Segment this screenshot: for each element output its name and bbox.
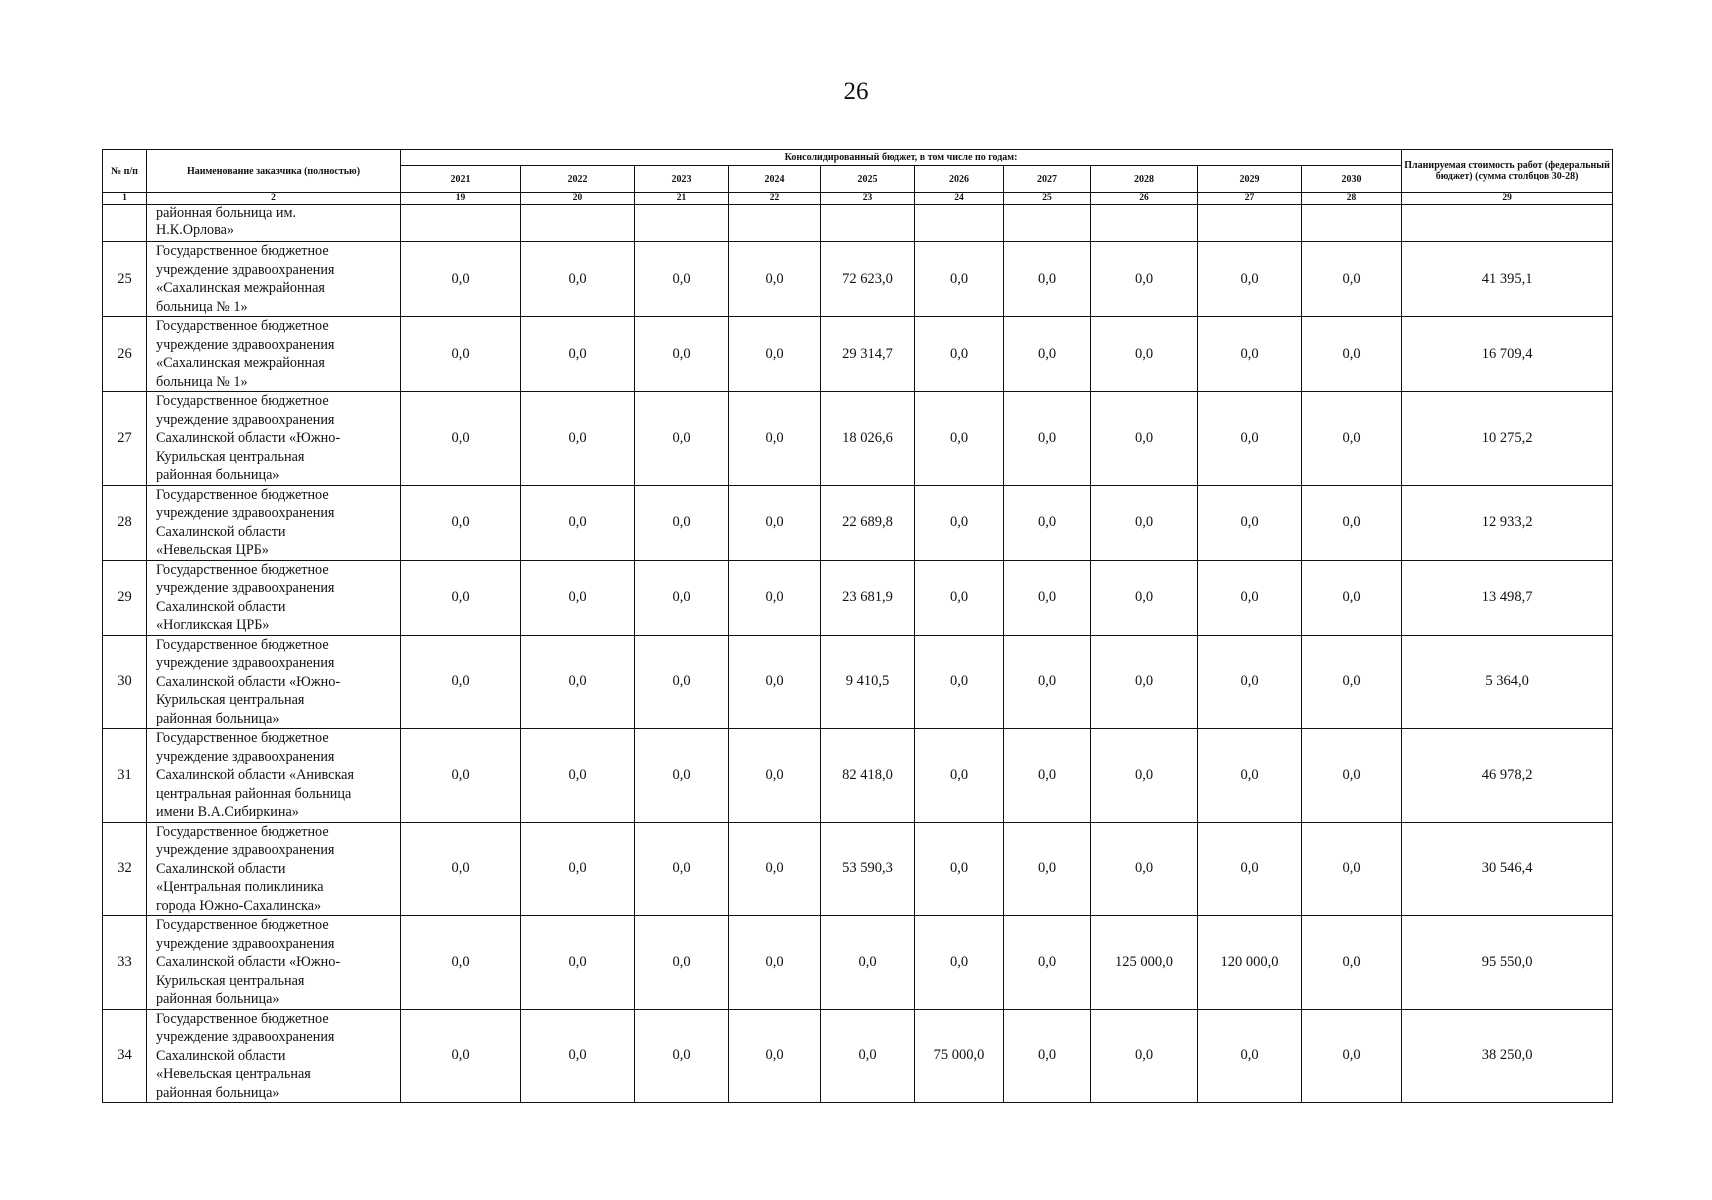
row-number: 25 bbox=[103, 242, 147, 317]
budget-value-2024: 0,0 bbox=[729, 560, 821, 635]
budget-value-2023: 0,0 bbox=[635, 392, 729, 486]
planned-cost: 95 550,0 bbox=[1402, 916, 1613, 1010]
budget-value-2029: 120 000,0 bbox=[1198, 916, 1302, 1010]
table-body bbox=[103, 205, 1613, 1103]
budget-value-2024: 0,0 bbox=[729, 485, 821, 560]
customer-name-line: Государственное бюджетное bbox=[156, 486, 329, 503]
budget-value-2026: 0,0 bbox=[915, 560, 1004, 635]
budget-value-2022: 0,0 bbox=[521, 242, 635, 317]
table-header bbox=[103, 150, 1613, 205]
budget-value-2023 bbox=[635, 205, 729, 242]
customer-name-line: учреждение здравоохранения bbox=[156, 336, 335, 353]
customer-name-line: Государственное бюджетное bbox=[156, 917, 329, 933]
budget-value-2024: 0,0 bbox=[729, 1009, 821, 1103]
header-num: № п/п bbox=[103, 150, 147, 193]
budget-value-2023: 0,0 bbox=[635, 822, 729, 916]
planned-cost: 13 498,7 bbox=[1402, 560, 1613, 635]
customer-name-line: Государственное бюджетное bbox=[156, 823, 329, 840]
planned-cost bbox=[1402, 205, 1613, 242]
header-year: 2025 bbox=[821, 166, 915, 193]
budget-value-2028: 0,0 bbox=[1091, 317, 1198, 392]
budget-value-2025: 23 681,9 bbox=[821, 560, 915, 635]
budget-value-2028: 0,0 bbox=[1091, 729, 1198, 823]
budget-value-2029: 0,0 bbox=[1198, 317, 1302, 392]
customer-name-line: учреждение здравоохранения bbox=[156, 505, 335, 521]
customer-name-line: Сахалинской области bbox=[156, 523, 286, 540]
table-row bbox=[103, 242, 1613, 317]
customer-name-line: Государственное бюджетное bbox=[156, 730, 329, 746]
header-year: 2022 bbox=[521, 166, 635, 193]
budget-value-2026: 0,0 bbox=[915, 392, 1004, 486]
customer-name-line: «Невельская ЦРБ» bbox=[156, 542, 269, 558]
header-column-index: 24 bbox=[915, 193, 1004, 205]
budget-value-2030 bbox=[1302, 205, 1402, 242]
budget-value-2029: 0,0 bbox=[1198, 729, 1302, 823]
budget-value-2024: 0,0 bbox=[729, 729, 821, 823]
budget-value-2027: 0,0 bbox=[1004, 242, 1091, 317]
budget-value-2029: 0,0 bbox=[1198, 560, 1302, 635]
budget-value-2025: 22 689,8 bbox=[821, 485, 915, 560]
customer-name-line: имени В.А.Сибиркина» bbox=[156, 804, 299, 820]
budget-value-2027: 0,0 bbox=[1004, 635, 1091, 729]
table-row bbox=[103, 485, 1613, 560]
customer-name-line: Н.К.Орлова» bbox=[156, 221, 235, 238]
budget-value-2026: 0,0 bbox=[915, 485, 1004, 560]
customer-name bbox=[147, 635, 401, 729]
table-row bbox=[103, 560, 1613, 635]
budget-value-2030: 0,0 bbox=[1302, 560, 1402, 635]
budget-value-2024: 0,0 bbox=[729, 242, 821, 317]
row-number: 30 bbox=[103, 635, 147, 729]
customer-name-line: Сахалинской области «Южно- bbox=[156, 673, 341, 690]
budget-value-2021: 0,0 bbox=[401, 729, 521, 823]
customer-name-line: учреждение здравоохранения bbox=[156, 1029, 335, 1045]
table-row bbox=[103, 1009, 1613, 1103]
header-column-index: 2 bbox=[147, 193, 401, 205]
budget-value-2023: 0,0 bbox=[635, 242, 729, 317]
budget-value-2022: 0,0 bbox=[521, 635, 635, 729]
customer-name-line: Сахалинской области «Южно- bbox=[156, 430, 341, 446]
row-number: 32 bbox=[103, 822, 147, 916]
customer-name-line: учреждение здравоохранения bbox=[156, 935, 335, 952]
header-year: 2023 bbox=[635, 166, 729, 193]
budget-value-2027: 0,0 bbox=[1004, 822, 1091, 916]
budget-value-2027: 0,0 bbox=[1004, 729, 1091, 823]
planned-cost: 46 978,2 bbox=[1402, 729, 1613, 823]
budget-value-2027: 0,0 bbox=[1004, 392, 1091, 486]
customer-name-line: Сахалинской области bbox=[156, 598, 286, 615]
customer-name-line: «Невельская центральная bbox=[156, 1066, 311, 1082]
budget-value-2025: 9 410,5 bbox=[821, 635, 915, 729]
budget-value-2024 bbox=[729, 205, 821, 242]
customer-name-line: районная больница им. bbox=[156, 205, 297, 221]
customer-name-line: Государственное бюджетное bbox=[156, 243, 329, 259]
header-column-index: 19 bbox=[401, 193, 521, 205]
budget-value-2028: 0,0 bbox=[1091, 242, 1198, 317]
customer-name-line: учреждение здравоохранения bbox=[156, 842, 335, 858]
budget-value-2027: 0,0 bbox=[1004, 485, 1091, 560]
header-year: 2028 bbox=[1091, 166, 1198, 193]
budget-value-2030: 0,0 bbox=[1302, 1009, 1402, 1103]
table-row bbox=[103, 392, 1613, 486]
header-year: 2026 bbox=[915, 166, 1004, 193]
customer-name-line: Курильская центральная bbox=[156, 692, 305, 708]
budget-value-2021: 0,0 bbox=[401, 1009, 521, 1103]
budget-value-2027: 0,0 bbox=[1004, 560, 1091, 635]
header-column-index: 21 bbox=[635, 193, 729, 205]
customer-name-line: районная больница» bbox=[156, 1084, 280, 1101]
table-row bbox=[103, 205, 1613, 242]
budget-value-2025: 0,0 bbox=[821, 1009, 915, 1103]
customer-name-line: «Ногликская ЦРБ» bbox=[156, 617, 270, 633]
customer-name bbox=[147, 916, 401, 1010]
customer-name bbox=[147, 242, 401, 317]
budget-table bbox=[102, 149, 1613, 1103]
budget-value-2024: 0,0 bbox=[729, 317, 821, 392]
header-year: 2021 bbox=[401, 166, 521, 193]
customer-name-line: больница № 1» bbox=[156, 373, 248, 390]
customer-name-line: районная больница» bbox=[156, 991, 280, 1007]
budget-value-2029: 0,0 bbox=[1198, 392, 1302, 486]
budget-value-2028: 0,0 bbox=[1091, 560, 1198, 635]
header-column-index: 28 bbox=[1302, 193, 1402, 205]
budget-value-2022: 0,0 bbox=[521, 729, 635, 823]
budget-value-2029: 0,0 bbox=[1198, 635, 1302, 729]
header-year: 2024 bbox=[729, 166, 821, 193]
budget-value-2030: 0,0 bbox=[1302, 485, 1402, 560]
customer-name-line: Сахалинской области bbox=[156, 1047, 286, 1064]
budget-value-2022: 0,0 bbox=[521, 822, 635, 916]
budget-value-2022: 0,0 bbox=[521, 317, 635, 392]
budget-value-2029: 0,0 bbox=[1198, 822, 1302, 916]
row-number: 26 bbox=[103, 317, 147, 392]
budget-value-2025: 29 314,7 bbox=[821, 317, 915, 392]
customer-name-line: «Сахалинская межрайонная bbox=[156, 280, 325, 296]
customer-name bbox=[147, 317, 401, 392]
budget-value-2024: 0,0 bbox=[729, 916, 821, 1010]
budget-value-2025: 18 026,6 bbox=[821, 392, 915, 486]
table-row bbox=[103, 729, 1613, 823]
customer-name bbox=[147, 485, 401, 560]
table-row bbox=[103, 822, 1613, 916]
customer-name-line: центральная районная больница bbox=[156, 785, 352, 802]
header-column-index: 26 bbox=[1091, 193, 1198, 205]
header-column-index: 20 bbox=[521, 193, 635, 205]
budget-value-2023: 0,0 bbox=[635, 635, 729, 729]
customer-name-line: учреждение здравоохранения bbox=[156, 411, 335, 428]
header-column-index: 22 bbox=[729, 193, 821, 205]
customer-name-line: учреждение здравоохранения bbox=[156, 748, 335, 765]
header-column-index: 27 bbox=[1198, 193, 1302, 205]
customer-name-line: Государственное бюджетное bbox=[156, 318, 329, 334]
header-budget-group: Консолидированный бюджет, в том числе по годам: bbox=[401, 150, 1402, 166]
budget-value-2029: 0,0 bbox=[1198, 1009, 1302, 1103]
budget-value-2028 bbox=[1091, 205, 1198, 242]
planned-cost: 5 364,0 bbox=[1402, 635, 1613, 729]
budget-value-2026: 0,0 bbox=[915, 822, 1004, 916]
customer-name-line: Курильская центральная bbox=[156, 972, 305, 989]
budget-value-2030: 0,0 bbox=[1302, 635, 1402, 729]
planned-cost: 12 933,2 bbox=[1402, 485, 1613, 560]
page-number: 26 bbox=[843, 78, 869, 105]
customer-name-line: Государственное бюджетное bbox=[156, 393, 329, 409]
budget-value-2025: 0,0 bbox=[821, 916, 915, 1010]
budget-value-2026: 0,0 bbox=[915, 242, 1004, 317]
budget-value-2024: 0,0 bbox=[729, 392, 821, 486]
customer-name-line: «Центральная поликлиника bbox=[156, 879, 324, 895]
customer-name-line: районная больница» bbox=[156, 710, 280, 727]
customer-name bbox=[147, 560, 401, 635]
budget-value-2027 bbox=[1004, 205, 1091, 242]
customer-name bbox=[147, 1009, 401, 1103]
header-year: 2027 bbox=[1004, 166, 1091, 193]
header-total: Планируемая стоимость работ (федеральный бюджет) (сумма столбцов 30-28) bbox=[1402, 150, 1613, 193]
budget-value-2021: 0,0 bbox=[401, 822, 521, 916]
customer-name-line: Сахалинской области «Южно- bbox=[156, 954, 341, 970]
budget-value-2023: 0,0 bbox=[635, 729, 729, 823]
budget-value-2030: 0,0 bbox=[1302, 729, 1402, 823]
row-number bbox=[103, 205, 147, 242]
customer-name-line: учреждение здравоохранения bbox=[156, 261, 335, 278]
budget-value-2022: 0,0 bbox=[521, 392, 635, 486]
budget-value-2023: 0,0 bbox=[635, 560, 729, 635]
planned-cost: 38 250,0 bbox=[1402, 1009, 1613, 1103]
header-column-index: 25 bbox=[1004, 193, 1091, 205]
budget-value-2026 bbox=[915, 205, 1004, 242]
customer-name-line: учреждение здравоохранения bbox=[156, 655, 335, 671]
row-number: 28 bbox=[103, 485, 147, 560]
planned-cost: 10 275,2 bbox=[1402, 392, 1613, 486]
budget-value-2029 bbox=[1198, 205, 1302, 242]
budget-value-2028: 0,0 bbox=[1091, 635, 1198, 729]
budget-value-2021: 0,0 bbox=[401, 485, 521, 560]
customer-name-line: «Сахалинская межрайонная bbox=[156, 355, 325, 371]
budget-value-2022: 0,0 bbox=[521, 485, 635, 560]
header-column-index: 1 bbox=[103, 193, 147, 205]
row-number: 34 bbox=[103, 1009, 147, 1103]
planned-cost: 30 546,4 bbox=[1402, 822, 1613, 916]
budget-value-2028: 0,0 bbox=[1091, 392, 1198, 486]
table-row bbox=[103, 916, 1613, 1010]
budget-value-2025 bbox=[821, 205, 915, 242]
budget-value-2022 bbox=[521, 205, 635, 242]
customer-name-line: больница № 1» bbox=[156, 298, 248, 315]
budget-value-2026: 75 000,0 bbox=[915, 1009, 1004, 1103]
budget-value-2021: 0,0 bbox=[401, 317, 521, 392]
budget-value-2027: 0,0 bbox=[1004, 1009, 1091, 1103]
budget-value-2025: 72 623,0 bbox=[821, 242, 915, 317]
budget-value-2022: 0,0 bbox=[521, 1009, 635, 1103]
budget-value-2026: 0,0 bbox=[915, 729, 1004, 823]
customer-name bbox=[147, 205, 401, 242]
budget-value-2022: 0,0 bbox=[521, 560, 635, 635]
budget-value-2028: 0,0 bbox=[1091, 1009, 1198, 1103]
budget-value-2029: 0,0 bbox=[1198, 485, 1302, 560]
row-number: 33 bbox=[103, 916, 147, 1010]
customer-name-line: Сахалинской области «Анивская bbox=[156, 767, 354, 783]
budget-value-2021: 0,0 bbox=[401, 560, 521, 635]
budget-value-2025: 82 418,0 bbox=[821, 729, 915, 823]
customer-name-line: районная больница» bbox=[156, 467, 280, 483]
budget-value-2026: 0,0 bbox=[915, 635, 1004, 729]
budget-value-2022: 0,0 bbox=[521, 916, 635, 1010]
table-row bbox=[103, 635, 1613, 729]
customer-name bbox=[147, 729, 401, 823]
budget-value-2024: 0,0 bbox=[729, 635, 821, 729]
planned-cost: 41 395,1 bbox=[1402, 242, 1613, 317]
budget-value-2021: 0,0 bbox=[401, 916, 521, 1010]
budget-value-2021: 0,0 bbox=[401, 392, 521, 486]
budget-value-2025: 53 590,3 bbox=[821, 822, 915, 916]
header-year: 2029 bbox=[1198, 166, 1302, 193]
budget-value-2021 bbox=[401, 205, 521, 242]
budget-value-2024: 0,0 bbox=[729, 822, 821, 916]
header-column-index: 29 bbox=[1402, 193, 1613, 205]
budget-value-2030: 0,0 bbox=[1302, 822, 1402, 916]
budget-value-2027: 0,0 bbox=[1004, 317, 1091, 392]
budget-value-2023: 0,0 bbox=[635, 485, 729, 560]
row-number: 27 bbox=[103, 392, 147, 486]
customer-name-line: Государственное бюджетное bbox=[156, 1010, 329, 1027]
budget-value-2027: 0,0 bbox=[1004, 916, 1091, 1010]
budget-value-2026: 0,0 bbox=[915, 317, 1004, 392]
budget-value-2030: 0,0 bbox=[1302, 317, 1402, 392]
budget-value-2029: 0,0 bbox=[1198, 242, 1302, 317]
header-name: Наименование заказчика (полностью) bbox=[147, 150, 401, 193]
budget-value-2021: 0,0 bbox=[401, 635, 521, 729]
row-number: 31 bbox=[103, 729, 147, 823]
budget-value-2028: 125 000,0 bbox=[1091, 916, 1198, 1010]
budget-value-2030: 0,0 bbox=[1302, 242, 1402, 317]
budget-value-2023: 0,0 bbox=[635, 916, 729, 1010]
budget-value-2023: 0,0 bbox=[635, 317, 729, 392]
customer-name-line: учреждение здравоохранения bbox=[156, 580, 335, 596]
budget-value-2030: 0,0 bbox=[1302, 916, 1402, 1010]
customer-name-line: города Южно-Сахалинска» bbox=[156, 897, 322, 914]
customer-name-line: Государственное бюджетное bbox=[156, 561, 329, 578]
table-row bbox=[103, 317, 1613, 392]
header-year: 2030 bbox=[1302, 166, 1402, 193]
customer-name bbox=[147, 392, 401, 486]
budget-value-2026: 0,0 bbox=[915, 916, 1004, 1010]
budget-value-2028: 0,0 bbox=[1091, 822, 1198, 916]
budget-value-2023: 0,0 bbox=[635, 1009, 729, 1103]
budget-value-2021: 0,0 bbox=[401, 242, 521, 317]
budget-value-2030: 0,0 bbox=[1302, 392, 1402, 486]
customer-name bbox=[147, 822, 401, 916]
budget-value-2028: 0,0 bbox=[1091, 485, 1198, 560]
customer-name-line: Курильская центральная bbox=[156, 448, 305, 465]
header-column-index: 23 bbox=[821, 193, 915, 205]
customer-name-line: Государственное бюджетное bbox=[156, 636, 329, 653]
customer-name-line: Сахалинской области bbox=[156, 860, 286, 877]
row-number: 29 bbox=[103, 560, 147, 635]
planned-cost: 16 709,4 bbox=[1402, 317, 1613, 392]
